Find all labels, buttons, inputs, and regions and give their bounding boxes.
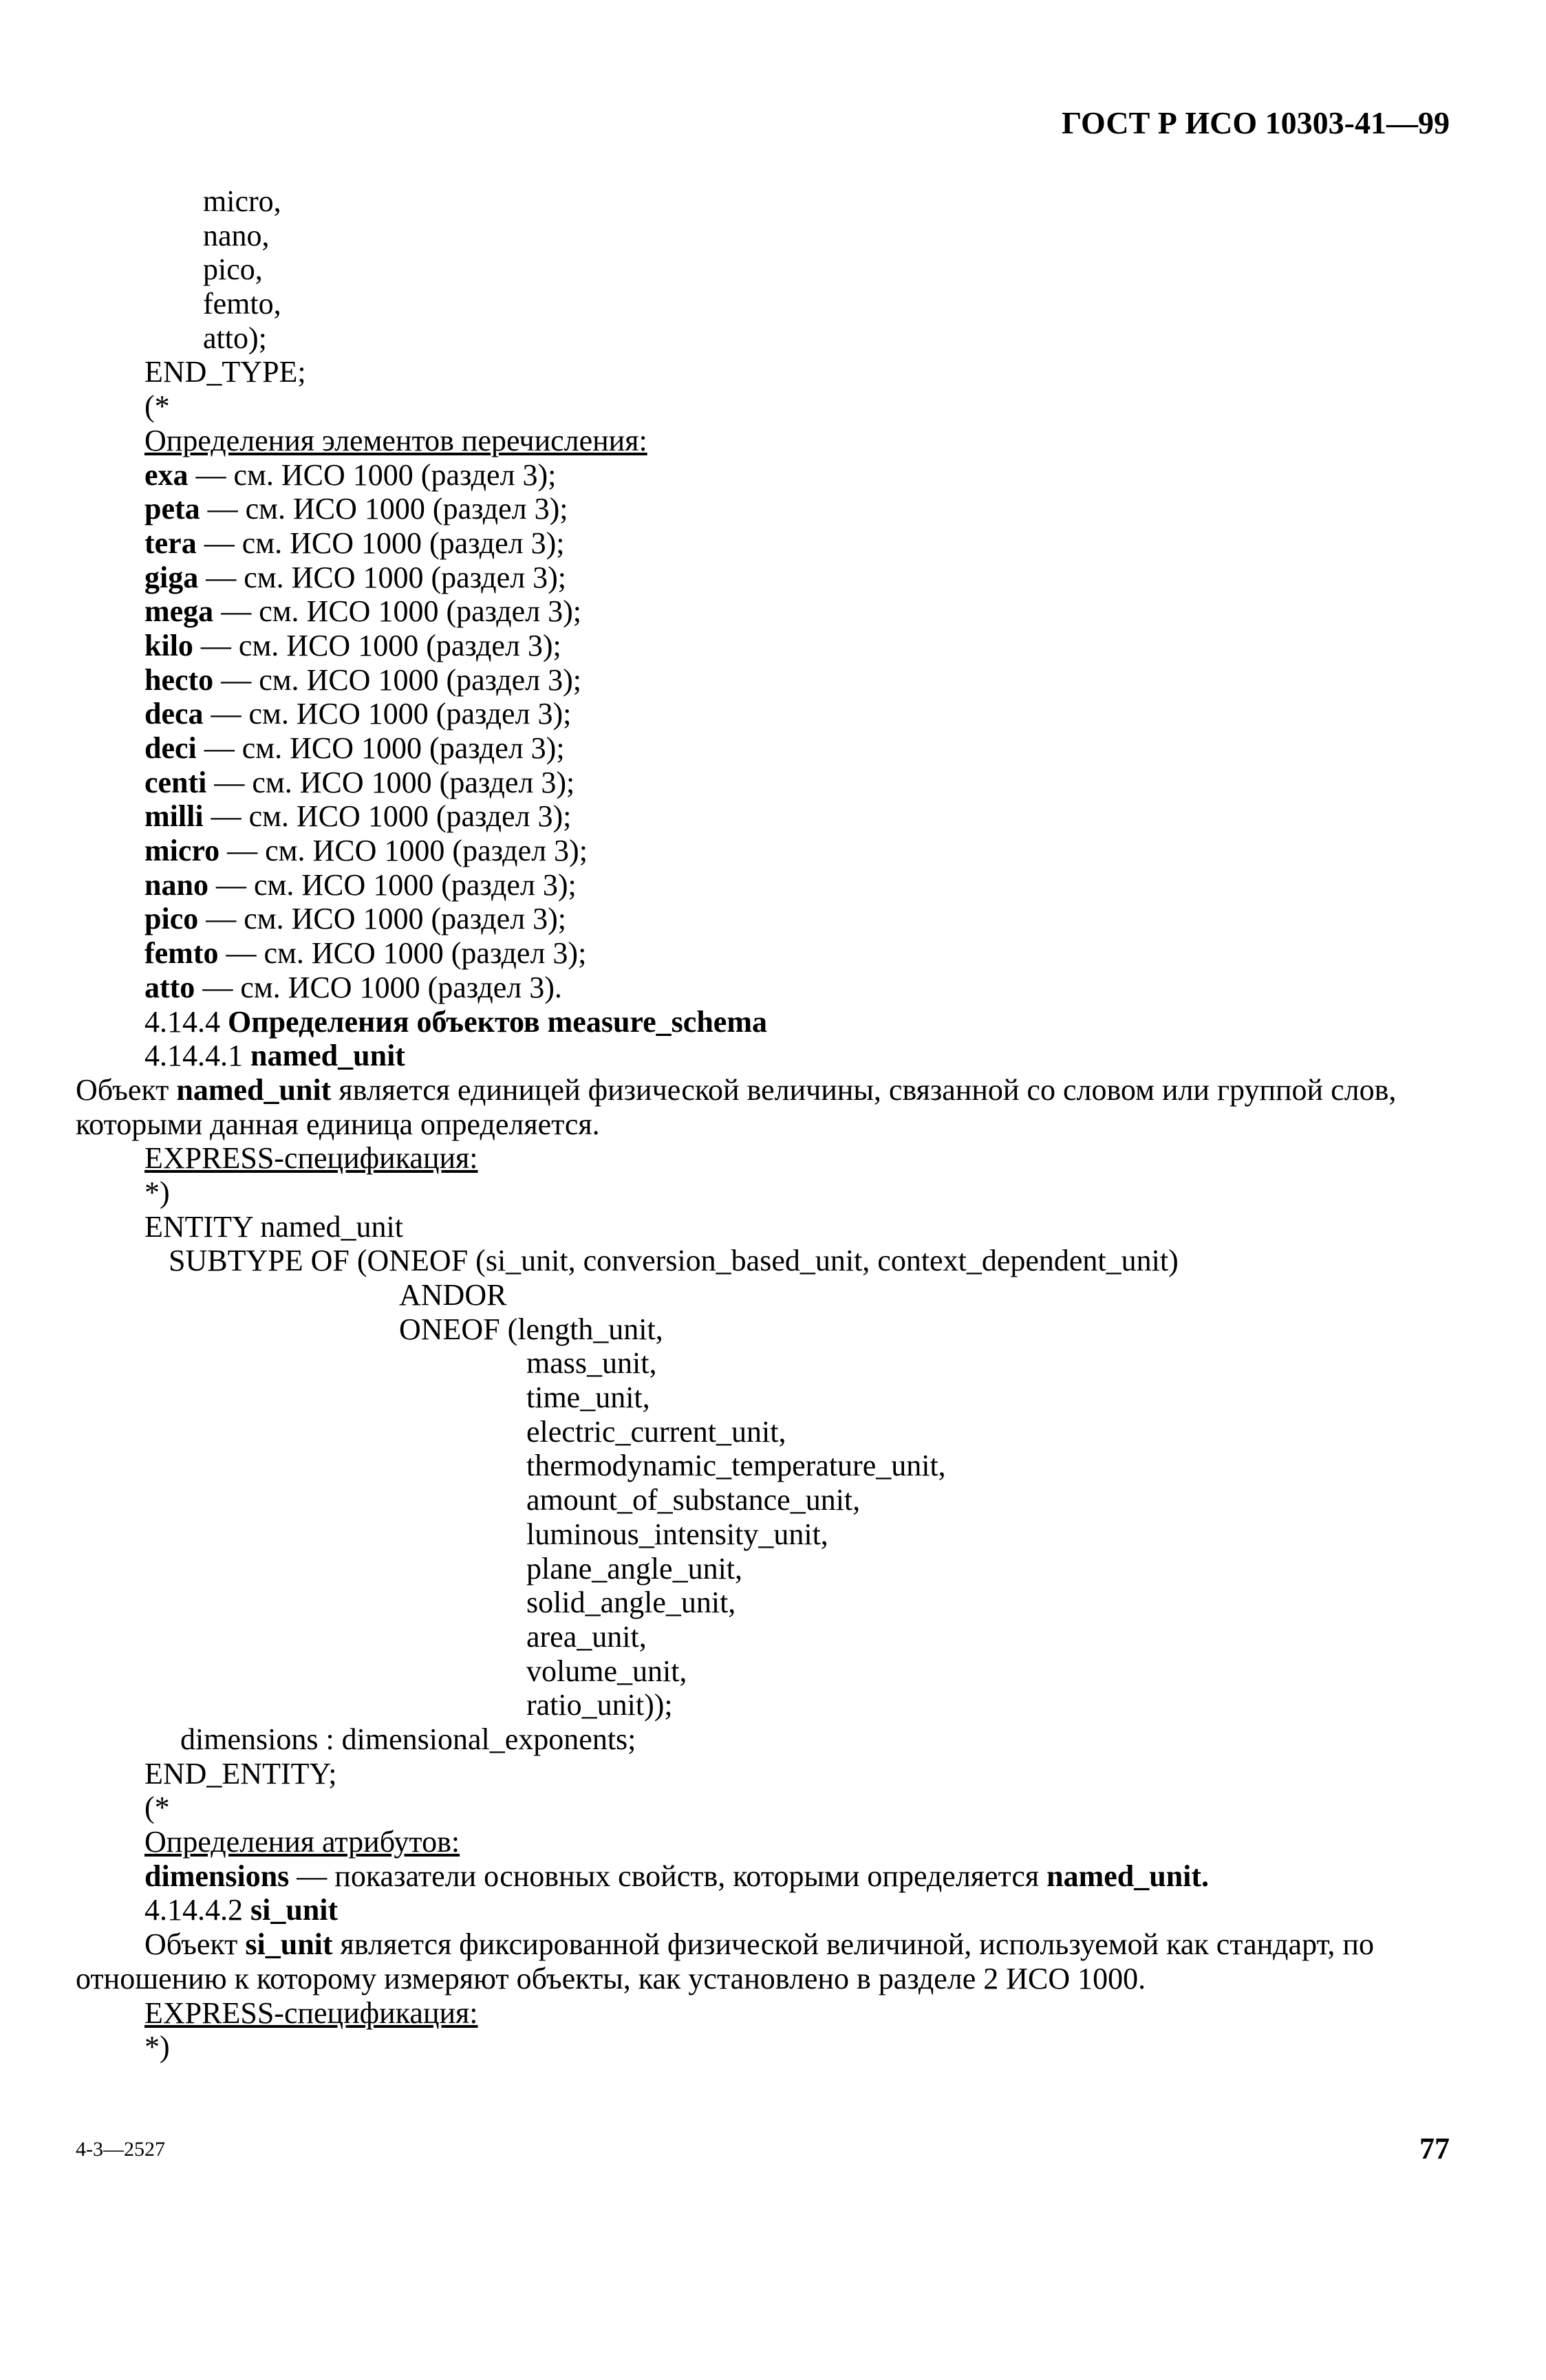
enum-def-text: — см. ИСО 1000 (раздел 3); bbox=[208, 867, 577, 902]
attr-def-term: dimensions bbox=[144, 1859, 290, 1893]
unit-type-item: plane_angle_unit, bbox=[526, 1551, 743, 1586]
enum-def-text: — см. ИСО 1000 (раздел 3); bbox=[213, 662, 581, 697]
unit-type-item: mass_unit, bbox=[526, 1346, 657, 1381]
enum-tail-item: femto, bbox=[203, 287, 281, 321]
unit-type-item: thermodynamic_temperature_unit, bbox=[526, 1449, 946, 1483]
unit-type-item: area_unit, bbox=[526, 1619, 647, 1654]
enum-def-term: centi bbox=[144, 765, 207, 799]
unit-type-item: amount_of_substance_unit, bbox=[526, 1483, 861, 1517]
section-heading-4-14-4 bbox=[0, 1005, 1546, 1039]
section-number: 4.14.4.2 bbox=[144, 1893, 250, 1927]
footer-print-code: 4-3—2527 bbox=[76, 2138, 165, 2161]
footer-page-number: 77 bbox=[1419, 2132, 1450, 2165]
enum-defs-heading-text: Определения элементов перечисления: bbox=[144, 423, 647, 457]
enum-def-line bbox=[0, 902, 1546, 936]
enum-def-line bbox=[0, 458, 1546, 493]
enum-def-line bbox=[0, 697, 1546, 731]
enum-def-term: pico bbox=[144, 902, 199, 936]
express-spec-heading bbox=[0, 1996, 1546, 2031]
desc-prefix: Объект bbox=[144, 1927, 246, 1962]
enum-def-term: deca bbox=[144, 697, 204, 731]
attr-def-line bbox=[0, 1859, 1546, 1894]
enum-def-text: — см. ИСО 1000 (раздел 3); bbox=[213, 594, 581, 629]
enum-def-line bbox=[0, 594, 1546, 629]
enum-def-text: — см. ИСО 1000 (раздел 3); bbox=[198, 560, 567, 594]
section-number: 4.14.4 bbox=[144, 1004, 228, 1039]
enum-def-term: nano bbox=[144, 867, 208, 902]
enum-def-text: — см. ИСО 1000 (раздел 3); bbox=[198, 902, 567, 936]
unit-type-item: electric_current_unit, bbox=[526, 1414, 786, 1449]
comment-close: *) bbox=[144, 2030, 170, 2064]
unit-type-item: volume_unit, bbox=[526, 1654, 687, 1688]
enum-def-line bbox=[0, 731, 1546, 766]
section-heading-4-14-4-1 bbox=[0, 1039, 1546, 1073]
unit-type-item: time_unit, bbox=[526, 1381, 650, 1415]
enum-defs-heading bbox=[0, 424, 1546, 458]
unit-type-item: luminous_intensity_unit, bbox=[526, 1517, 828, 1551]
desc-rest: является единицей физической величины, связанной со словом или группой слов, которыми данная единица определяется. bbox=[76, 1072, 1397, 1141]
enum-def-term: femto bbox=[144, 936, 219, 971]
desc-rest: является фиксированной физической величиной, используемой как стандарт, по отношению к которому измеряют объекты, как установлено в разделе 2 ИСО 1000. bbox=[76, 1927, 1374, 1995]
comment-open: (* bbox=[144, 1791, 170, 1825]
enum-def-term: milli bbox=[144, 799, 204, 834]
desc-term: named_unit bbox=[176, 1072, 332, 1107]
enum-def-text: — см. ИСО 1000 (раздел 3); bbox=[219, 834, 588, 868]
enum-def-text: — см. ИСО 1000 (раздел 3); bbox=[218, 936, 587, 971]
subtype-declaration: SUBTYPE OF (ONEOF (si_unit, conversion_based_unit, context_dependent_unit) bbox=[169, 1244, 1179, 1278]
enum-def-text: — см. ИСО 1000 (раздел 3); bbox=[203, 799, 572, 834]
section-number: 4.14.4.1 bbox=[144, 1039, 250, 1073]
enum-def-line bbox=[0, 526, 1546, 561]
enum-def-term: giga bbox=[144, 560, 199, 594]
enum-def-line bbox=[0, 834, 1546, 868]
comment-open: (* bbox=[144, 389, 170, 424]
enum-def-text: — см. ИСО 1000 (раздел 3); bbox=[206, 765, 575, 799]
unit-type-item: solid_angle_unit, bbox=[526, 1586, 736, 1620]
enum-def-term: mega bbox=[144, 594, 214, 629]
enum-def-term: tera bbox=[144, 526, 197, 560]
enum-def-text: — см. ИСО 1000 (раздел 3); bbox=[193, 628, 561, 662]
si-unit-description bbox=[0, 1927, 1546, 1995]
unit-type-item: ratio_unit)); bbox=[526, 1688, 673, 1722]
enum-def-term: deci bbox=[144, 731, 197, 765]
enum-def-term: peta bbox=[144, 492, 200, 526]
enum-def-term: kilo bbox=[144, 628, 193, 662]
desc-prefix: Объект bbox=[76, 1072, 177, 1107]
andor-keyword: ANDOR bbox=[399, 1278, 507, 1312]
enum-def-line bbox=[0, 936, 1546, 971]
enum-def-line bbox=[0, 629, 1546, 663]
end-type: END_TYPE; bbox=[144, 355, 306, 389]
section-title: si_unit bbox=[250, 1893, 339, 1927]
section-title: Определения объектов measure_schema bbox=[228, 1004, 767, 1039]
enum-tail-item: atto); bbox=[203, 321, 267, 355]
enum-def-text: — см. ИСО 1000 (раздел 3); bbox=[196, 731, 565, 765]
enum-def-text: — см. ИСО 1000 (раздел 3). bbox=[195, 970, 562, 1004]
enum-def-text: — см. ИСО 1000 (раздел 3); bbox=[200, 492, 568, 526]
enum-def-text: — см. ИСО 1000 (раздел 3); bbox=[203, 697, 572, 731]
attr-defs-heading bbox=[0, 1825, 1546, 1859]
enum-def-term: micro bbox=[144, 834, 220, 868]
section-heading-4-14-4-2 bbox=[0, 1893, 1546, 1927]
enum-tail-item: pico, bbox=[203, 252, 263, 287]
enum-def-line bbox=[0, 868, 1546, 902]
desc-term: si_unit bbox=[245, 1927, 333, 1962]
dimensions-attribute: dimensions : dimensional_exponents; bbox=[180, 1722, 636, 1756]
express-spec-heading-text: EXPRESS-спецификация: bbox=[144, 1995, 478, 2030]
attr-def-text: — показатели основных свойств, которыми определяется bbox=[289, 1859, 1047, 1893]
enum-def-term: exa bbox=[144, 457, 189, 492]
comment-close: *) bbox=[144, 1175, 170, 1209]
named-unit-description bbox=[0, 1073, 1546, 1141]
enum-def-line bbox=[0, 799, 1546, 834]
end-entity: END_ENTITY; bbox=[144, 1756, 337, 1791]
enum-def-line bbox=[0, 663, 1546, 697]
enum-def-line bbox=[0, 766, 1546, 800]
attr-defs-heading-text: Определения атрибутов: bbox=[144, 1825, 460, 1859]
enum-def-text: — см. ИСО 1000 (раздел 3); bbox=[196, 526, 565, 560]
enum-def-line bbox=[0, 492, 1546, 526]
enum-def-text: — см. ИСО 1000 (раздел 3); bbox=[188, 457, 557, 492]
attr-def-term2: named_unit. bbox=[1046, 1859, 1210, 1893]
enum-def-line bbox=[0, 561, 1546, 595]
enum-def-term: atto bbox=[144, 970, 195, 1004]
enum-def-line bbox=[0, 971, 1546, 1005]
enum-tail-item: nano, bbox=[203, 218, 270, 252]
oneof-declaration: ONEOF (length_unit, bbox=[399, 1312, 663, 1346]
page-header-standard-id: ГОСТ Р ИСО 10303-41—99 bbox=[1061, 105, 1450, 140]
section-title: named_unit bbox=[250, 1039, 405, 1073]
enum-def-term: hecto bbox=[144, 662, 214, 697]
page-content bbox=[0, 184, 1546, 2064]
entity-declaration: ENTITY named_unit bbox=[144, 1209, 403, 1244]
express-spec-heading-text: EXPRESS-спецификация: bbox=[144, 1141, 478, 1176]
express-spec-heading bbox=[0, 1141, 1546, 1176]
enum-tail-item: micro, bbox=[203, 184, 281, 218]
